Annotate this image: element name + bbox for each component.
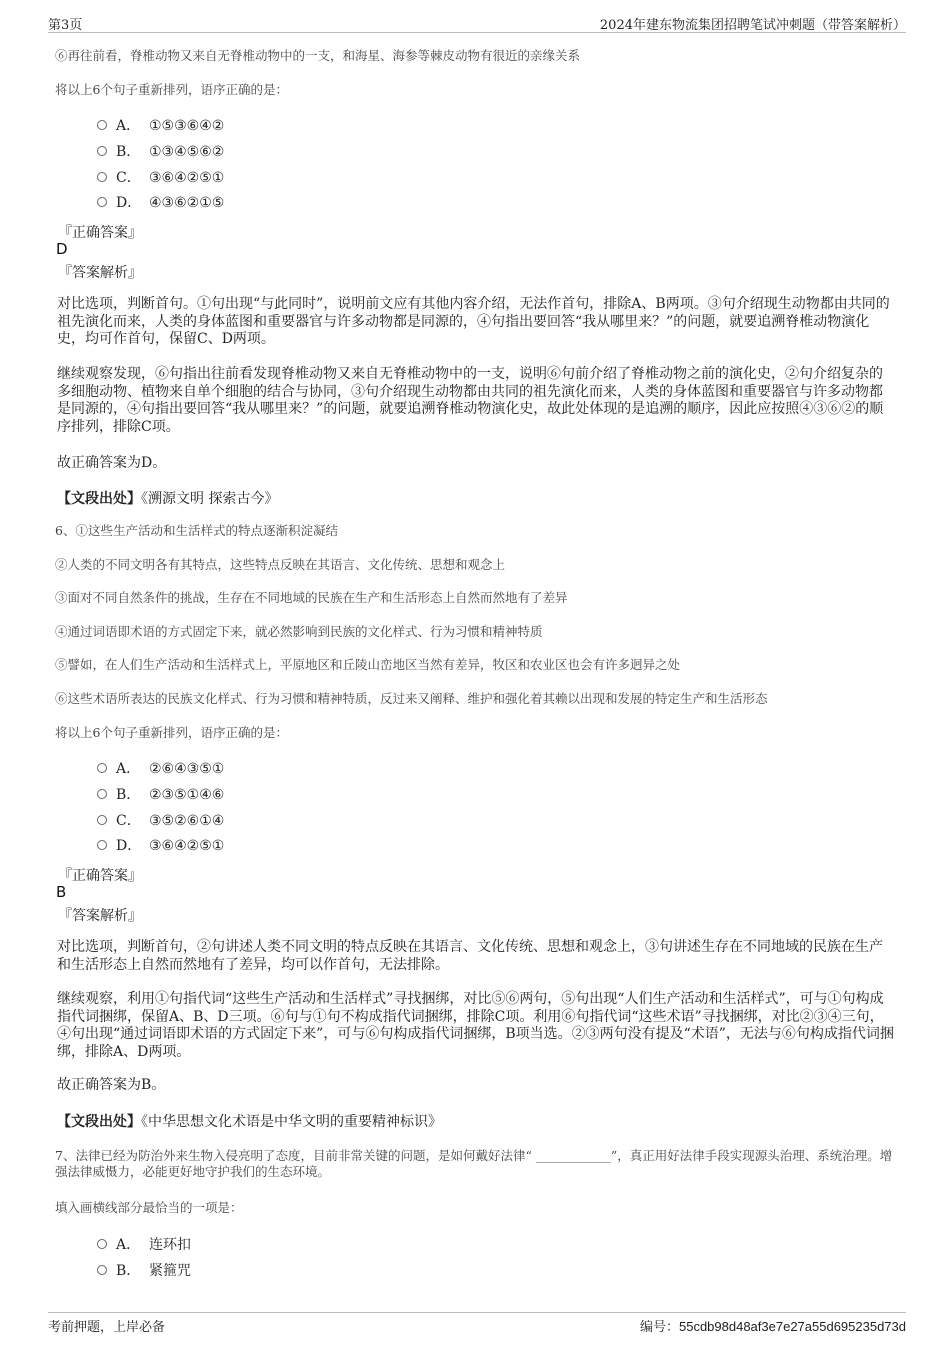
source-title: 《中华思想文化术语是中华文明的重要精神标识》 — [141, 1114, 442, 1130]
q5-prompt: 将以上6个句子重新排列，语序正确的是： — [55, 82, 288, 97]
q5-option-d[interactable]: D． ④③⑥②①⑤ — [97, 194, 224, 212]
radio-icon[interactable] — [97, 763, 107, 773]
q5-analysis-label: 『答案解析』 — [58, 265, 142, 281]
document-title: 2024年建东物流集团招聘笔试冲刺题（带答案解析） — [599, 18, 906, 33]
radio-icon[interactable] — [97, 815, 107, 825]
radio-icon[interactable] — [97, 840, 107, 850]
document-code: 编号：55cdb98d48af3e7e27a55d695235d73d — [639, 1319, 906, 1335]
q6-sentence-2: ②人类的不同文明各有其特点，这些特点反映在其语言、文化传统、思想和观念上 — [55, 557, 506, 572]
page-footer — [48, 1312, 906, 1335]
q5-answer: D — [56, 240, 68, 258]
q6-sentence-4: ④通过词语即术语的方式固定下来，就必然影响到民族的文化样式、行为习惯和精神特质 — [55, 624, 543, 639]
q5-sentence-6: ⑥再往前看，脊椎动物又来自无脊椎动物中的一支，和海星、海参等棘皮动物有很近的亲缘关系 — [55, 48, 581, 63]
q6-prompt: 将以上6个句子重新排列，语序正确的是： — [55, 725, 288, 740]
q6-analysis-p2: 继续观察，利用①句指代词“这些生产活动和生活样式”寻找捆绑，对比⑤⑥两句，⑤句出现“人们生产活动和生活样式”，可与①句构成指代词捆绑，保留A、B、D三项。⑥句与①句不构成指代词捆绑，排除C项。利用⑥句指代词“这些术语”寻找捆绑，对比②③④三句，④句出现“通过词语即术语的方式固定下来”，可与⑥句构成指代词捆绑，B项当选。②③两句没有提及“术语”，无法与⑥句构成指代词捆绑，排除A、D两项。 — [57, 991, 894, 1060]
q5-option-b[interactable]: B． ①③④⑤⑥② — [97, 143, 224, 161]
page-number: 第3页 — [48, 18, 83, 33]
page-header — [48, 14, 906, 33]
q7-stem: 7、法律已经为防治外来生物入侵亮明了态度，目前非常关键的问题，是如何戴好法律“ ____________”，真正用好法律手段实现源头治理、系统治理。增强法律威慑力，必能更好地守护我们的生态环境。 — [55, 1148, 893, 1179]
q6-sentence-1: 6、①这些生产活动和生活样式的特点逐渐积淀凝结 — [55, 523, 338, 538]
q7-option-b[interactable]: B． 紧箍咒 — [97, 1262, 191, 1280]
q5-answer-label: 『正确答案』 — [58, 225, 142, 241]
q6-sentence-5: ⑤譬如，在人们生产活动和生活样式上，平原地区和丘陵山峦地区当然有差异，牧区和农业区也会有许多迥异之处 — [55, 657, 681, 672]
radio-icon[interactable] — [97, 1265, 107, 1275]
footer-slogan: 考前押题，上岸必备 — [48, 1320, 166, 1335]
q5-analysis-p3: 故正确答案为D。 — [57, 455, 167, 471]
source-title: 《溯源文明 探索古今》 — [141, 491, 279, 507]
q6-answer: B — [56, 883, 67, 901]
radio-icon[interactable] — [97, 197, 107, 207]
q6-source — [57, 1111, 442, 1131]
q6-analysis-label: 『答案解析』 — [58, 908, 142, 924]
q6-option-c[interactable]: C． ③⑤②⑥①④ — [97, 812, 224, 830]
q6-option-a[interactable]: A． ②⑥④③⑤① — [97, 760, 224, 778]
q7-option-a[interactable]: A． 连环扣 — [97, 1236, 191, 1254]
source-label: 【文段出处】 — [57, 1114, 141, 1130]
radio-icon[interactable] — [97, 172, 107, 182]
q6-option-d[interactable]: D． ③⑥④②⑤① — [97, 837, 224, 855]
radio-icon[interactable] — [97, 1239, 107, 1249]
q6-option-b[interactable]: B． ②③⑤①④⑥ — [97, 786, 224, 804]
q6-analysis-p3: 故正确答案为B。 — [57, 1077, 166, 1093]
q7-prompt: 填入画横线部分最恰当的一项是： — [55, 1200, 243, 1215]
radio-icon[interactable] — [97, 789, 107, 799]
q5-option-c[interactable]: C． ③⑥④②⑤① — [97, 169, 224, 187]
q5-source — [57, 488, 278, 508]
q6-analysis-p1: 对比选项，判断首句，②句讲述人类不同文明的特点反映在其语言、文化传统、思想和观念上，③句讲述生存在不同地域的民族在生产和生活形态上自然而然地有了差异，均可以作首句，无法排除。 — [57, 939, 883, 973]
q5-option-a[interactable]: A． ①⑤③⑥④② — [97, 117, 224, 135]
q5-analysis-p1: 对比选项，判断首句。①句出现“与此同时”，说明前文应有其他内容介绍，无法作首句，排除A、B两项。③句介绍现生动物都由共同的祖先演化而来，人类的身体蓝图和重要器官与许多动物都是同源的，④句指出要回答“我从哪里来？”的问题，就要追溯脊椎动物演化史，均可作首句，保留C、D两项。 — [57, 296, 890, 347]
radio-icon[interactable] — [97, 120, 107, 130]
q6-sentence-6: ⑥这些术语所表达的民族文化样式、行为习惯和精神特质，反过来又阐释、维护和强化着其赖以出现和发展的特定生产和生活形态 — [55, 691, 768, 706]
q6-answer-label: 『正确答案』 — [58, 868, 142, 884]
q5-analysis-p2: 继续观察发现，⑥句指出往前看发现脊椎动物又来自无脊椎动物中的一支，说明⑥句前介绍了脊椎动物之前的演化史，②句介绍复杂的多细胞动物、植物来自单个细胞的结合与协同，③句介绍现生动物都由共同的祖先演化而来，人类的身体蓝图和重要器官与许多动物都是同源的，④句指出要回答“我从哪里来？”的问题，就要追溯脊椎动物演化史，故此处体现的是追溯的顺序，因此应按照④③⑥②的顺序排列，排除C项。 — [57, 366, 884, 435]
q6-sentence-3: ③面对不同自然条件的挑战，生存在不同地域的民族在生产和生活形态上自然而然地有了差异 — [55, 590, 568, 605]
radio-icon[interactable] — [97, 146, 107, 156]
source-label: 【文段出处】 — [57, 491, 141, 507]
